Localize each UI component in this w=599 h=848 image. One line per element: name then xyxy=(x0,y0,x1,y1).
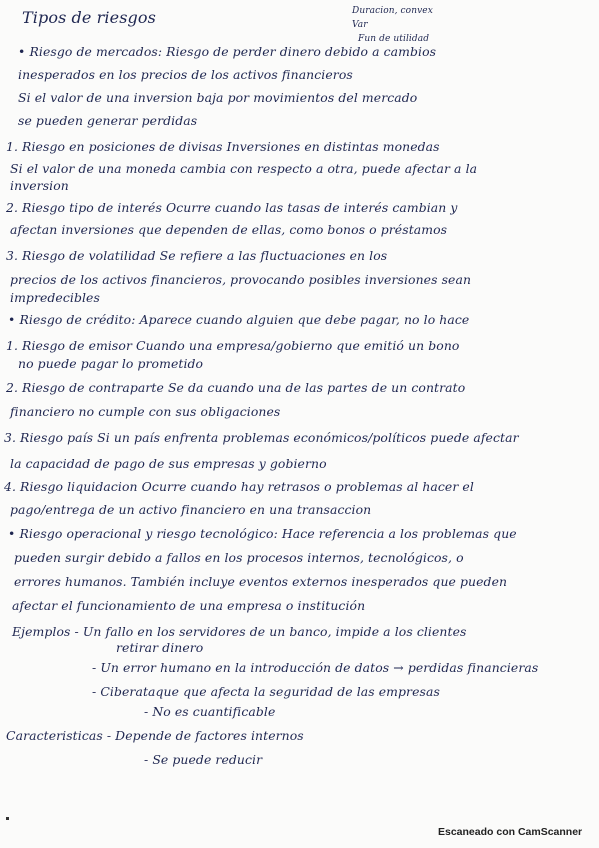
scan-speck xyxy=(6,817,9,820)
note-line-19: la capacidad de pago de sus empresas y gobierno xyxy=(10,456,327,471)
note-line-3: Si el valor de una inversion baja por movimientos del mercado xyxy=(18,90,418,105)
note-line-24: errores humanos. También incluye eventos externos inesperados que pueden xyxy=(14,574,508,589)
margin-note-1: Duracion, convex xyxy=(352,6,433,16)
note-line-9: afectan inversiones que dependen de ellas, como bonos o préstamos xyxy=(10,222,448,237)
note-line-10: 3. Riesgo de volatilidad Se refiere a las fluctuaciones en los xyxy=(6,248,388,263)
note-line-5: 1. Riesgo en posiciones de divisas Inversiones en distintas monedas xyxy=(6,139,440,154)
note-line-23: pueden surgir debido a fallos en los procesos internos, tecnológicos, o xyxy=(14,550,464,565)
note-line-21: pago/entrega de un activo financiero en una transaccion xyxy=(10,502,372,517)
note-line-31: Caracteristicas - Depende de factores internos xyxy=(6,728,304,743)
note-line-13: • Riesgo de crédito: Aparece cuando alguien que debe pagar, no lo hace xyxy=(8,312,470,327)
note-line-29: - Ciberataque que afecta la seguridad de las empresas xyxy=(92,684,440,699)
note-line-18: 3. Riesgo país Si un país enfrenta problemas económicos/políticos puede afectar xyxy=(4,430,519,445)
note-line-15: no puede pagar lo prometido xyxy=(18,356,204,371)
scanner-watermark: Escaneado con CamScanner xyxy=(438,826,583,838)
note-line-25: afectar el funcionamiento de una empresa o institución xyxy=(12,598,366,613)
note-line-11: precios de los activos financieros, provocando posibles inversiones sean xyxy=(10,272,472,287)
note-line-4: se pueden generar perdidas xyxy=(18,113,198,128)
note-line-16: 2. Riesgo de contraparte Se da cuando una de las partes de un contrato xyxy=(6,380,466,395)
note-line-17: financiero no cumple con sus obligaciones xyxy=(10,404,281,419)
note-line-1: • Riesgo de mercados: Riesgo de perder dinero debido a cambios xyxy=(18,44,437,59)
note-line-14: 1. Riesgo de emisor Cuando una empresa/gobierno que emitió un bono xyxy=(6,338,460,353)
note-line-26: Ejemplos - Un fallo en los servidores de un banco, impide a los clientes xyxy=(12,624,467,639)
note-line-7: inversion xyxy=(10,178,69,193)
note-line-20: 4. Riesgo liquidacion Ocurre cuando hay retrasos o problemas al hacer el xyxy=(4,479,474,494)
note-line-22: • Riesgo operacional y riesgo tecnológico: Hace referencia a los problemas que xyxy=(8,526,517,541)
margin-note-3: Fun de utilidad xyxy=(358,34,430,44)
note-line-28: - Un error humano en la introducción de datos → perdidas financieras xyxy=(92,660,539,675)
note-line-6: Si el valor de una moneda cambia con respecto a otra, puede afectar a la xyxy=(10,161,478,176)
page-title: Tipos de riesgos xyxy=(22,8,156,27)
note-line-8: 2. Riesgo tipo de interés Ocurre cuando las tasas de interés cambian y xyxy=(6,200,458,215)
note-line-2: inesperados en los precios de los activos financieros xyxy=(18,67,353,82)
margin-note-2: Var xyxy=(352,20,368,30)
note-line-30: - No es cuantificable xyxy=(144,704,276,719)
note-line-12: impredecibles xyxy=(10,290,100,305)
note-line-27: retirar dinero xyxy=(116,640,204,655)
note-line-32: - Se puede reducir xyxy=(144,752,263,767)
